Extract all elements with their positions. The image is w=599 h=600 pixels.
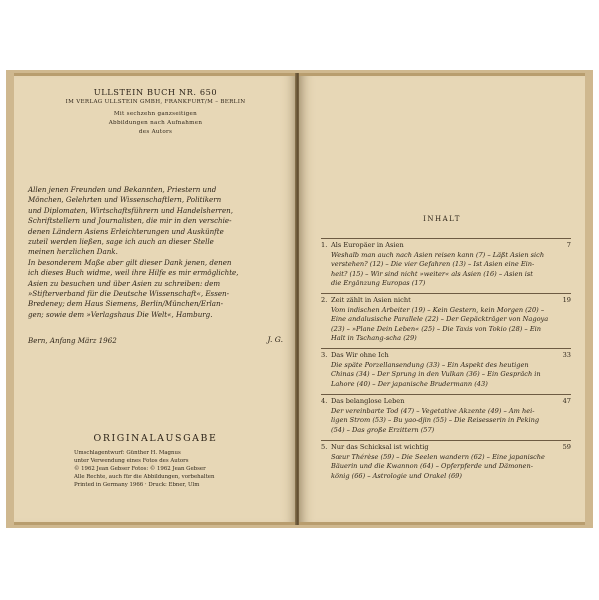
chapter-divider [321,348,571,349]
toc-chapter [321,397,571,435]
dedication-line: In besonderem Maße aber gilt dieser Dank jenen, denen [28,257,232,267]
chapter-subtopics: könig (66) – Astrologie und Orakel (69) [331,471,462,480]
dedication-line: Allen jenen Freunden und Bekannten, Priestern und [28,185,217,194]
chapter-subtopics: Chinas (34) – Der Sprung in den Vulkan (36) – Ein Gespräch in [331,370,541,379]
chapter-subtopics: verstehen? (12) – Die vier Gefahren (13) – Ist Asien eine Ein- [331,260,535,269]
dedication-line: gen; sowie dem »Verlagshaus Die Welt«, Hamburg. [28,309,213,319]
contents-heading: INHALT [423,215,461,223]
dedication [28,185,285,320]
toc-chapter [321,296,571,344]
chapter-number: 1. [321,241,328,249]
originalausgabe: ORIGINALAUSGABE [93,433,218,444]
chapter-subtopics: heit? (15) – Wir sind nicht »weiter« als Asien (16) – Asien ist [331,269,533,278]
chapter-page: 33 [562,351,571,359]
chapter-divider [321,394,571,395]
chapter-number: 5. [321,443,328,451]
dedication-line: Asien zu besuchen und über Asien zu schreiben: dem [28,278,221,288]
chapter-subtopics: Vom indischen Arbeiter (19) – Kein Gestern, kein Morgen (20) – [331,305,545,314]
chapter-subtopics: Weshalb man auch nach Asien reisen kann (7) – Läßt Asien sich [331,250,545,259]
colophon-line: Alle Rechte, auch für die Abbildungen, vorbehalten [74,474,215,480]
toc-chapter [321,351,571,389]
imprint-note: Mit sechzehn ganzseitigen [113,111,198,117]
chapter-title: Das Wir ohne Ich [331,351,389,359]
imprint-note: des Autors [138,129,173,135]
chapter-divider [321,440,571,441]
dedication-line: zuteil werden ließen, sage ich auch an dieser Stelle [28,237,214,247]
chapter-page: 59 [562,443,571,451]
dedication-line: Mönchen, Gelehrten und Wissenschaftlern, Politikern [28,195,222,205]
chapter-title: Als Europäer in Asien [331,241,404,249]
chapter-title: Das belanglose Leben [331,397,405,405]
chapter-page: 19 [562,296,571,304]
chapter-subtopics: (54) – Das große Erzittern (57) [331,425,435,434]
open-book [6,70,593,528]
chapter-subtopics: Bäuerin und die Kwannon (64) – Opferpferde und Dämonen- [331,462,533,471]
toc-chapter [321,241,571,289]
chapter-subtopics: die Ergänzung Europas (17) [331,279,426,288]
chapter-number: 4. [321,397,328,405]
dedication-line: »Stifterverband für die Deutsche Wissenschaft«, Essen- [28,289,230,299]
imprint-note: Abbildungen nach Aufnahmen [108,120,203,126]
colophon-line: Printed in Germany 1966 · Druck: Ebner, Ulm [74,482,200,488]
chapter-subtopics: Eine andalusische Parallele (22) – Der Gepäckträger von Nagoya [331,315,549,324]
chapter-subtopics: (23) – »Plane Dein Leben« (25) – Die Taxis von Tokio (28) – Ein [331,324,541,333]
dedication-line: denen Ländern Asiens Erleichterungen und Auskünfte [28,226,224,236]
chapter-page: 7 [566,241,571,249]
chapter-title: Zeit zählt in Asien nicht [331,296,411,304]
dedication-line: und Diplomaten, Wirtschaftsführern und Handelsherren, [28,205,233,215]
dedication-line: ich dieses Buch widme, weil ihre Hilfe es mir ermöglichte, [28,268,239,278]
chapter-divider [321,293,571,294]
chapter-title: Nur das Schicksal ist wichtig [331,443,429,451]
chapter-subtopics: ligen Strom (53) – Bu yao-djin (55) – Die Reisesserin in Peking [331,416,540,425]
toc-chapter [321,443,571,481]
chapter-number: 2. [321,296,328,304]
colophon-line: Umschlagentwurf: Günther H. Magnus [74,450,181,456]
place-date: Bern, Anfang März 1962 [28,336,117,345]
chapter-subtopics: Der vereinbarte Tod (47) – Vegetative Akzente (49) – Am hei- [331,406,535,415]
chapter-subtopics: Die späte Porzellansendung (33) – Ein Aspekt des heutigen [331,360,529,369]
chapter-page: 47 [562,397,571,405]
chapter-number: 3. [321,351,328,359]
author-initials: J. G. [267,335,283,344]
chapter-subtopics: Sœur Thérèse (59) – Die Seelen wandern (62) – Eine japanische [331,452,545,461]
dedication-line: Bredeney; dem Haus Siemens, Berlin/München/Erlan- [28,299,223,309]
colophon-line: unter Verwendung eines Fotos des Autors [74,458,189,464]
right-page [299,73,585,525]
colophon-line: © 1962 Jean Gebser Fotos: © 1962 Jean Gebser [74,466,206,472]
imprint-publisher: IM VERLAG ULLSTEIN GMBH, FRANKFURT/M – BERLIN [65,99,246,105]
chapter-subtopics: Lahore (40) – Der japanische Brudermann (43) [331,379,488,388]
dedication-line: meinen herzlichen Dank. [28,247,118,257]
imprint-title: ULLSTEIN BUCH NR. 650 [93,87,218,97]
dedication-line: Schriftstellern und Journalisten, die mir in den verschie- [28,216,232,226]
left-page [14,73,297,525]
chapter-subtopics: Halt in Tschang-scha (29) [331,334,417,343]
chapter-divider [321,238,571,239]
